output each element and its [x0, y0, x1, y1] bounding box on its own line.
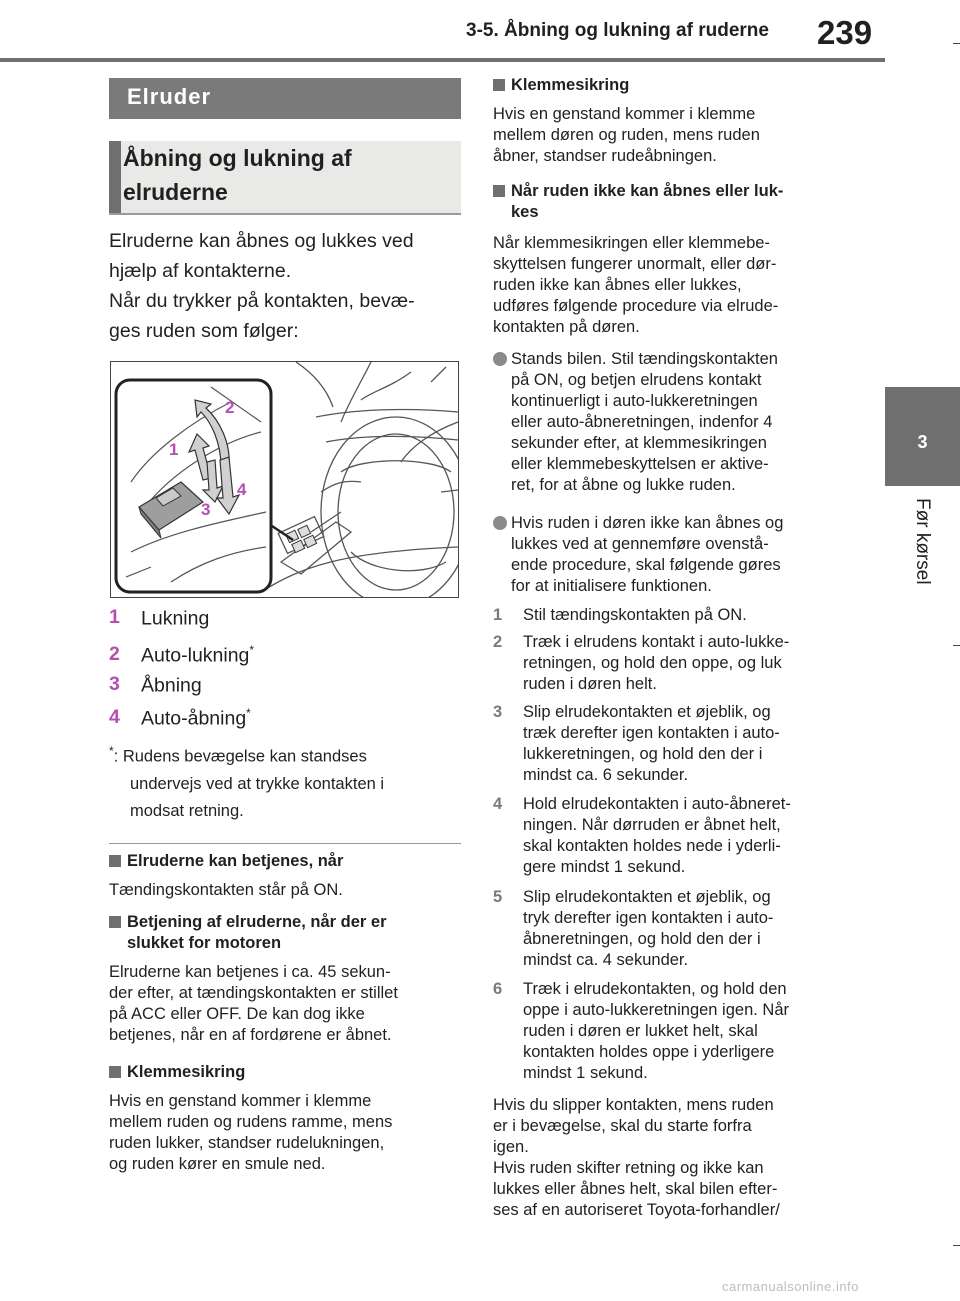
intro-line: Når du trykker på kontakten, bevæ- [109, 290, 415, 312]
square-bullet-icon [109, 916, 121, 928]
chapter-number: 3 [917, 432, 928, 452]
callout-4: 4 [237, 480, 247, 499]
footnote-line: modsat retning. [130, 801, 244, 820]
closing-paragraph: Hvis du slipper kontakten, mens ruden er i bevægelse, skal du starte forfra igen. Hvis ruden skifter retning og ikke kan lukkes eller åbnes helt, skal bilen efter- ses af en autoriseret Toyota-forhandler/ [493, 1096, 780, 1219]
info-block-heading: Elruderne kan betjenes, når [109, 851, 464, 872]
chapter-tab [885, 387, 960, 486]
intro-line: ges ruden som følger: [109, 320, 299, 342]
step-number: 6 [493, 980, 503, 998]
step-item: 6 Træk i elrudekontakten, og hold den oppe i auto-lukkeretningen igen. Når ruden i døren er lukket helt, skal kontakten holdes oppe i yderligere mindst 1 sekund. [493, 980, 790, 1082]
legend-item [109, 643, 461, 669]
footnote [109, 738, 461, 825]
step-number: 3 [493, 703, 503, 721]
heading-line: Åbning og lukning af [123, 145, 352, 171]
intro-line: Elruderne kan åbnes og lukkes ved [109, 230, 414, 252]
square-bullet-icon [493, 185, 505, 197]
legend-label: Lukning [141, 607, 210, 630]
step-number: 5 [493, 888, 503, 906]
intro-paragraph [109, 226, 461, 346]
legend-number: 4 [109, 706, 120, 728]
heading-line: elruderne [123, 179, 228, 205]
footnote-line: *: Rudens bevægelse kan standses [109, 744, 367, 766]
info-block [109, 912, 464, 1046]
bullet-item: Stands bilen. Stil tændingskontakten på ON, og betjen elrudens kontakt kontinuerligt i auto-lukkeretningen eller auto-åbneretningen, indenfor 4 sekunder efter, at klemmesikringen eller klemmebeskyttelsen er aktive- ret, for at åbne og lukke ruden. [493, 349, 848, 496]
legend-number: 2 [109, 643, 120, 665]
info-block-heading: Klemmesikring [109, 1062, 464, 1083]
legend-number: 1 [109, 606, 120, 628]
info-block [493, 181, 848, 338]
square-bullet-icon [109, 855, 121, 867]
step-item: 5 Slip elrudekontakten et øjeblik, og tryk derefter igen kontakten i auto- åbneretningen, og hold den der i mindst ca. 4 sekunder. [493, 888, 774, 969]
legend-number: 3 [109, 673, 120, 695]
subsection-heading [109, 141, 461, 215]
window-switch-drawing [111, 362, 458, 597]
section-divider [109, 843, 461, 844]
step-item: 4 Hold elrudekontakten i auto-åbneret- ningen. Når dørruden er åbnet helt, skal kontakten holdes nede i yderli- gere mindst 1 sekund. [493, 795, 791, 876]
callout-1: 1 [169, 440, 179, 459]
step-item: 3 Slip elrudekontakten et øjeblik, og træk derefter igen kontakten i auto- lukkeretningen, og hold den der i mindst ca. 6 sekunder. [493, 703, 780, 784]
footnote-line: undervejs ved at trykke kontakten i [130, 774, 385, 793]
round-bullet-icon [493, 516, 507, 530]
square-bullet-icon [493, 79, 505, 91]
legend-item [109, 606, 461, 632]
page-number: 239 [817, 14, 873, 51]
intro-line: hjælp af kontakterne. [109, 260, 292, 282]
chapter-label: Før kørsel [912, 498, 933, 585]
legend-label: Åbning [141, 674, 202, 697]
subsection-heading-text [123, 141, 453, 209]
header-rule [0, 58, 885, 62]
info-block-body: Hvis en genstand kommer i klemme mellem døren og ruden, mens ruden åbner, standser rudeåbningen. [493, 105, 760, 165]
section-heading: Elruder [109, 78, 461, 119]
info-block-body: Tændingskontakten står på ON. [109, 881, 343, 899]
info-block-heading: Når ruden ikke kan åbnes eller luk- kes [493, 181, 848, 223]
square-bullet-icon [109, 1066, 121, 1078]
legend-label: Auto-åbning* [141, 706, 251, 730]
edge-tick [953, 43, 960, 44]
info-block-heading: Klemmesikring [493, 75, 848, 96]
step-item: 2 Træk i elrudens kontakt i auto-lukke- retningen, og hold den oppe, og luk ruden i døren helt. [493, 633, 790, 693]
info-block-heading: Betjening af elruderne, når der er slukket for motoren [109, 912, 464, 954]
step-number: 4 [493, 795, 503, 813]
edge-tick [953, 1245, 960, 1246]
info-block [109, 1062, 464, 1175]
step-item: 1 Stil tændingskontakten på ON. [493, 606, 747, 624]
running-header-title: 3-5. Åbning og lukning af ruderne [466, 20, 769, 41]
callout-2: 2 [225, 398, 235, 417]
edge-tick [953, 645, 960, 646]
round-bullet-icon [493, 352, 507, 366]
legend-label: Auto-lukning* [141, 643, 255, 667]
legend-item [109, 706, 461, 732]
info-block [493, 75, 848, 167]
step-number: 2 [493, 633, 503, 651]
info-block [109, 851, 464, 901]
info-block-body: Elruderne kan betjenes i ca. 45 sekun- der efter, at tændingskontakten er stillet på ACC eller OFF. De kan dog ikke betjenes, når en af fordørene er åbnet. [109, 963, 398, 1044]
legend-item [109, 673, 461, 699]
info-block-body: Når klemmesikringen eller klemmebe- skyttelsen fungerer unormalt, eller dør- ruden ikke kan åbnes eller lukkes, udføres følgende procedure via elrude- kontakten på døren. [493, 234, 779, 336]
bullet-item: Hvis ruden i døren ikke kan åbnes og lukkes ved at gennemføre ovenstå- ende procedure, skal følgende gøres for at initialisere funktionen. [493, 513, 848, 597]
info-block-body: Hvis en genstand kommer i klemme mellem ruden og rudens ramme, mens ruden lukker, standser rudelukningen, og ruden kører en smule ned. [109, 1092, 393, 1173]
watermark-footer: carmanualsonline.info [722, 1279, 859, 1294]
subsection-heading-bar [109, 141, 121, 213]
step-number: 1 [493, 606, 503, 624]
callout-3: 3 [201, 500, 211, 519]
window-switch-illustration [110, 361, 459, 598]
